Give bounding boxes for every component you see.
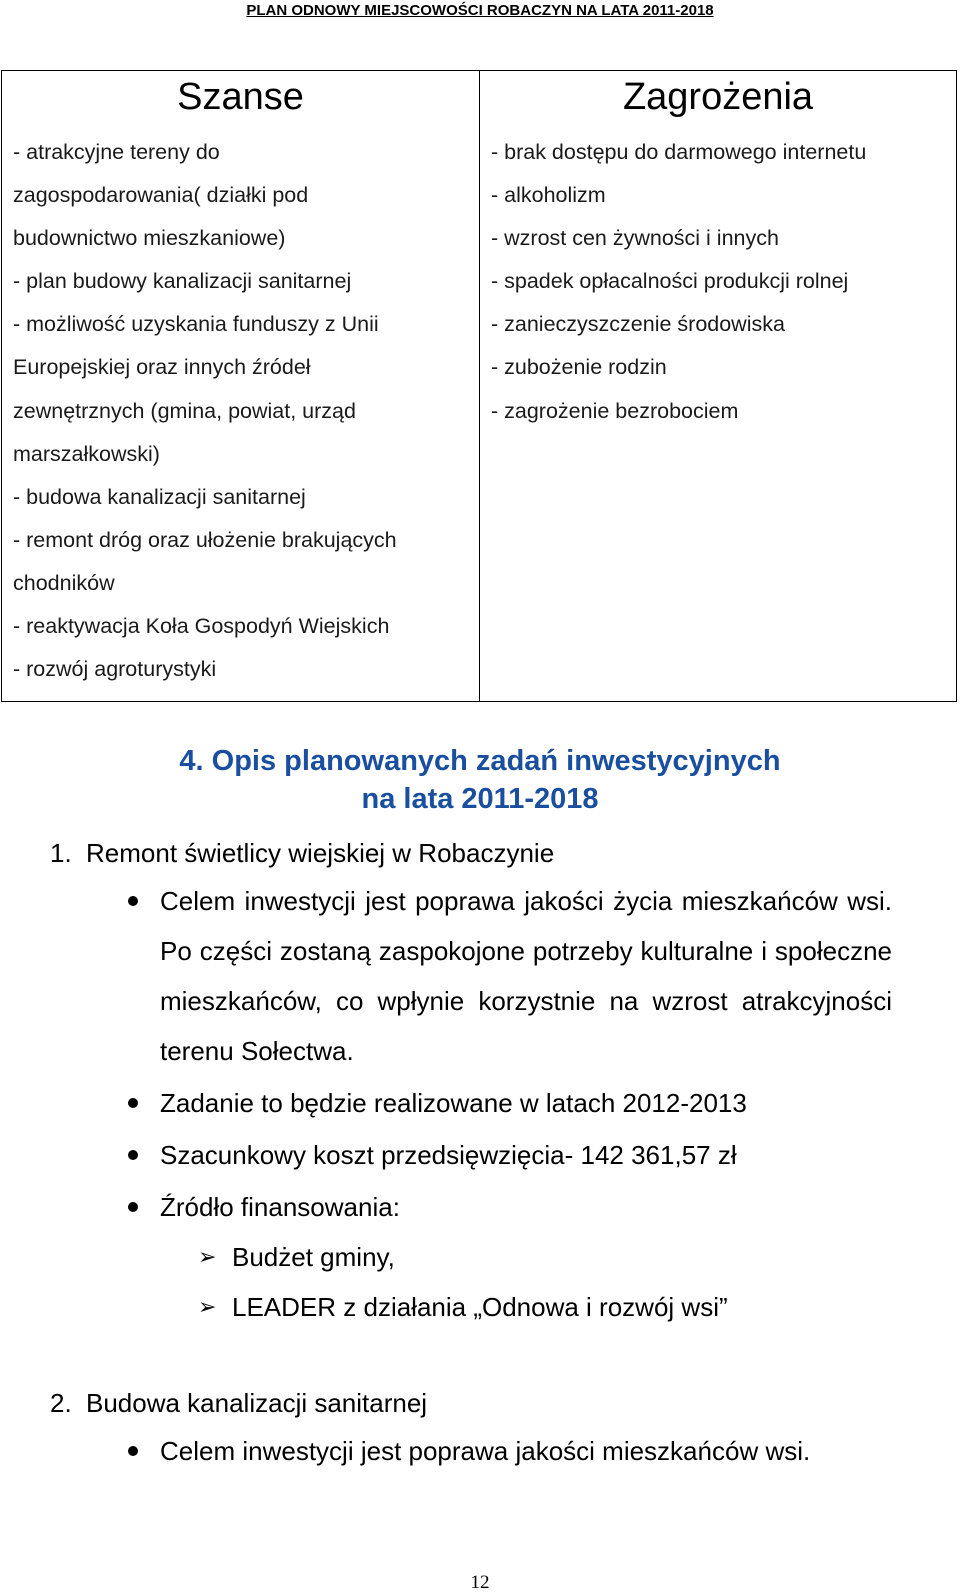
opportunities-title: Szanse bbox=[177, 76, 304, 118]
opportunity-line: budownictwo mieszkaniowe) bbox=[13, 226, 286, 251]
page-number: 12 bbox=[470, 1572, 490, 1593]
swot-table bbox=[1, 70, 957, 702]
threat-line: - brak dostępu do darmowego internetu bbox=[491, 140, 867, 164]
funding-item-text: Budżet gminy, bbox=[232, 1242, 395, 1272]
opportunity-line: - remont dróg oraz ułożenie brakujących bbox=[13, 527, 397, 552]
running-header: PLAN ODNOWY MIEJSCOWOŚCI ROBACZYN NA LATA 2011-2018 bbox=[246, 2, 714, 19]
funding-item-text: LEADER z działania „Odnowa i rozwój wsi” bbox=[232, 1292, 728, 1322]
threats-title: Zagrożenia bbox=[622, 76, 814, 118]
task-title bbox=[50, 838, 950, 868]
task-bullet bbox=[50, 1426, 950, 1476]
opportunity-line: - możliwość uzyskania funduszy z Unii bbox=[13, 312, 379, 337]
threat-line: - spadek opłacalności produkcji rolnej bbox=[491, 269, 849, 294]
task-title-text: Remont świetlicy wiejskiej w Robaczynie bbox=[86, 838, 555, 868]
threat-line: - alkoholizm bbox=[491, 183, 606, 208]
opportunities-list bbox=[2, 131, 479, 691]
bullet-dot-icon bbox=[128, 1150, 138, 1160]
task-bullet-text: Celem inwestycji jest poprawa jakości mieszkańców wsi. bbox=[160, 1436, 811, 1466]
task-2 bbox=[50, 1388, 950, 1476]
arrow-right-icon: ➢ bbox=[198, 1244, 217, 1269]
task-title-text: Budowa kanalizacji sanitarnej bbox=[86, 1388, 428, 1418]
section-heading bbox=[0, 742, 960, 818]
task-bullet bbox=[50, 1130, 950, 1180]
opportunity-line: zewnętrznych (gmina, powiat, urząd bbox=[13, 398, 356, 423]
bullet-dot-icon bbox=[128, 1446, 138, 1456]
bullet-dot-icon bbox=[128, 1098, 138, 1108]
task-bullets bbox=[50, 876, 950, 1232]
task-bullet bbox=[50, 876, 892, 1076]
threats-list bbox=[480, 131, 956, 433]
task-bullet-text: Szacunkowy koszt przedsięwzięcia- 142 361,57 zł bbox=[160, 1140, 737, 1170]
opportunity-line: Europejskiej oraz innych źródeł bbox=[13, 355, 311, 380]
opportunity-line: marszałkowski) bbox=[13, 441, 160, 466]
arrow-right-icon: ➢ bbox=[198, 1294, 217, 1319]
opportunity-line: - rozwój agroturystyki bbox=[13, 657, 217, 682]
funding-list bbox=[50, 1232, 950, 1332]
task-bullet-text: Celem inwestycji jest poprawa jakości życia mieszkańców wsi. Po części zostaną zaspokojone potrzeby kulturalne i społeczne mieszkańców, co wpłynie korzystnie na wzrost atrakcyjności terenu Sołectwa. bbox=[160, 886, 892, 1066]
opportunity-line: - reaktywacja Koła Gospodyń Wiejskich bbox=[13, 614, 390, 639]
task-number: 2. bbox=[50, 1388, 72, 1418]
opportunity-line: - atrakcyjne tereny do bbox=[13, 140, 220, 164]
task-1 bbox=[50, 838, 950, 1332]
opportunity-line: chodników bbox=[13, 570, 115, 595]
task-bullet-text: Zadanie to będzie realizowane w latach 2012-2013 bbox=[160, 1088, 747, 1118]
task-number: 1. bbox=[50, 838, 72, 868]
section-heading-line: na lata 2011-2018 bbox=[361, 783, 599, 815]
funding-item bbox=[50, 1282, 950, 1332]
task-bullet bbox=[50, 1182, 950, 1232]
bullet-dot-icon bbox=[128, 1202, 138, 1212]
threat-line: - zubożenie rodzin bbox=[491, 355, 667, 380]
task-bullet-text: Źródło finansowania: bbox=[160, 1192, 400, 1222]
opportunity-line: - plan budowy kanalizacji sanitarnej bbox=[13, 269, 352, 294]
opportunities-column bbox=[2, 71, 480, 701]
section-heading-line: 4. Opis planowanych zadań inwestycyjnych bbox=[179, 745, 781, 777]
threat-line: - zagrożenie bezrobociem bbox=[491, 398, 739, 423]
opportunity-line: zagospodarowania( działki pod bbox=[13, 183, 309, 208]
threat-line: - wzrost cen żywności i innych bbox=[491, 226, 779, 251]
funding-item bbox=[50, 1232, 950, 1282]
task-title bbox=[50, 1388, 950, 1418]
bullet-dot-icon bbox=[128, 896, 138, 906]
opportunity-line: - budowa kanalizacji sanitarnej bbox=[13, 484, 306, 509]
threats-column bbox=[480, 71, 956, 701]
task-bullets bbox=[50, 1426, 950, 1476]
task-bullet bbox=[50, 1078, 950, 1128]
threat-line: - zanieczyszczenie środowiska bbox=[491, 312, 785, 337]
